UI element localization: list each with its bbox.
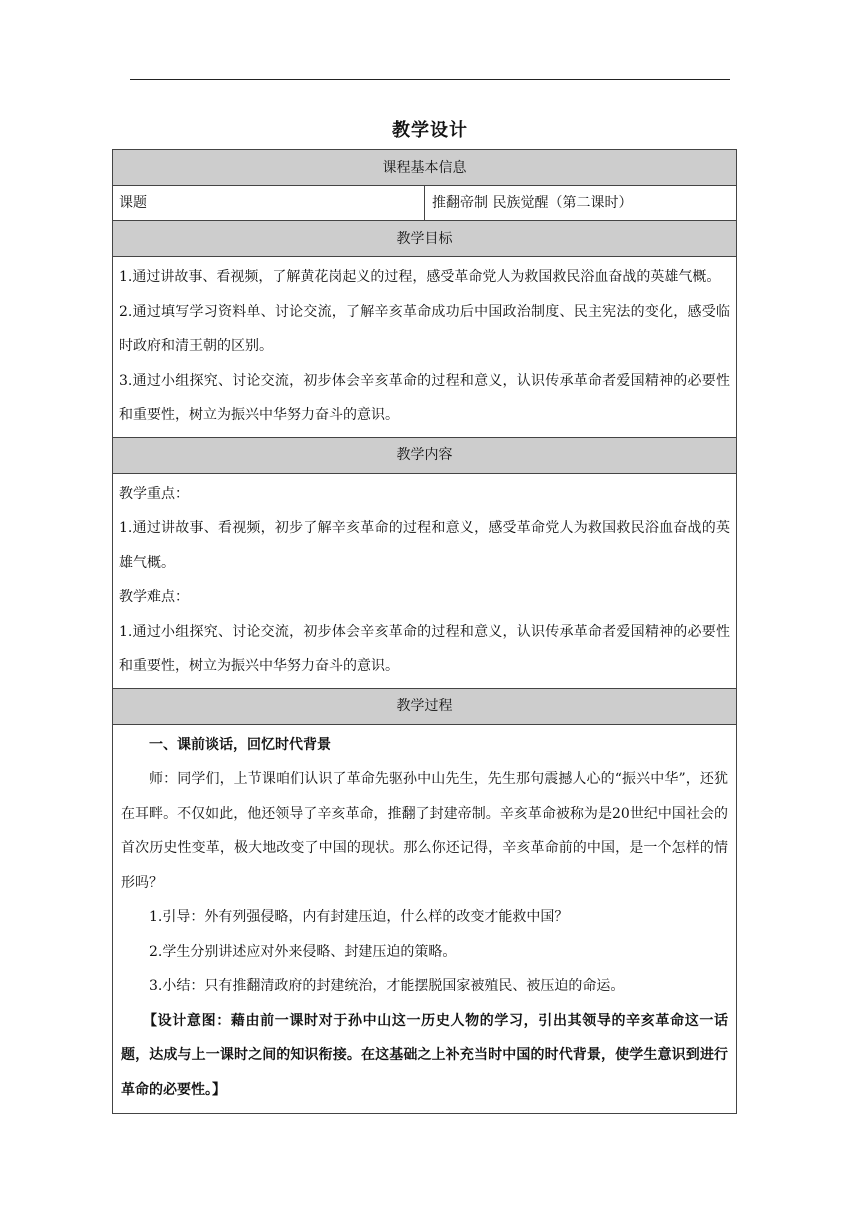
key-points-label: 教学重点：	[119, 485, 189, 502]
process-header: 教学过程	[113, 688, 737, 724]
difficulty-label: 教学难点：	[119, 589, 189, 605]
lesson-plan-table	[112, 149, 737, 1114]
content-section	[113, 473, 737, 688]
objective-item: 2.通过填写学习资料单、讨论交流，了解辛亥革命成功后中国政治制度、民主宪法的变化，感受临时政府和清王朝的区别。	[119, 303, 730, 354]
design-intent: 【设计意图：藉由前一课时对于孙中山这一历史人物的学习，引出其领导的辛亥革命这一话题，达成与上一课时之间的知识衔接。在这基础之上补充当时中国的时代背景，使学生意识到进行革命的必要性。】	[121, 1012, 728, 1098]
objectives-header: 教学目标	[113, 221, 737, 257]
topic-value: 推翻帝制 民族觉醒（第二课时）	[425, 186, 737, 221]
topic-label: 课题	[113, 186, 425, 221]
key-point-item: 1.通过讲故事、看视频，初步了解辛亥革命的过程和意义，感受革命党人为救国救民浴血奋战的英雄气概。	[119, 520, 730, 571]
process-step: 1.引导：外有列强侵略，内有封建压迫，什么样的改变才能救中国？	[149, 909, 569, 925]
objective-item: 1.通过讲故事、看视频，了解黄花岗起义的过程，感受革命党人为救国救民浴血奋战的英雄气概。	[119, 269, 721, 285]
difficulty-item: 1.通过小组探究、讨论交流，初步体会辛亥革命的过程和意义，认识传承革命者爱国精神的必要性和重要性，树立为振兴中华努力奋斗的意识。	[119, 623, 730, 674]
teacher-paragraph: 师：同学们，上节课咱们认识了革命先驱孙中山先生，先生那句震撼人心的“振兴中华”，还犹在耳畔。不仅如此，他还领导了辛亥革命，推翻了封建帝制。辛亥革命被称为是20世纪中国社会的首次历史性变革，极大地改变了中国的现状。那么你还记得，辛亥革命前的中国，是一个怎样的情形吗？	[121, 771, 728, 891]
section1-title: 一、课前谈话，回忆时代背景	[149, 736, 331, 753]
process-section	[113, 724, 737, 1114]
objective-item: 3.通过小组探究、讨论交流，初步体会辛亥革命的过程和意义，认识传承革命者爱国精神的必要性和重要性，树立为振兴中华努力奋斗的意识。	[119, 372, 730, 423]
objectives-section	[113, 257, 737, 438]
process-step: 2.学生分别讲述应对外来侵略、封建压迫的策略。	[149, 943, 457, 960]
process-step: 3.小结：只有推翻清政府的封建统治，才能摆脱国家被殖民、被压迫的命运。	[149, 978, 625, 994]
course-info-header: 课程基本信息	[113, 150, 737, 186]
header-rule	[130, 79, 730, 80]
content-header: 教学内容	[113, 437, 737, 473]
document-title: 教学设计	[392, 120, 468, 141]
